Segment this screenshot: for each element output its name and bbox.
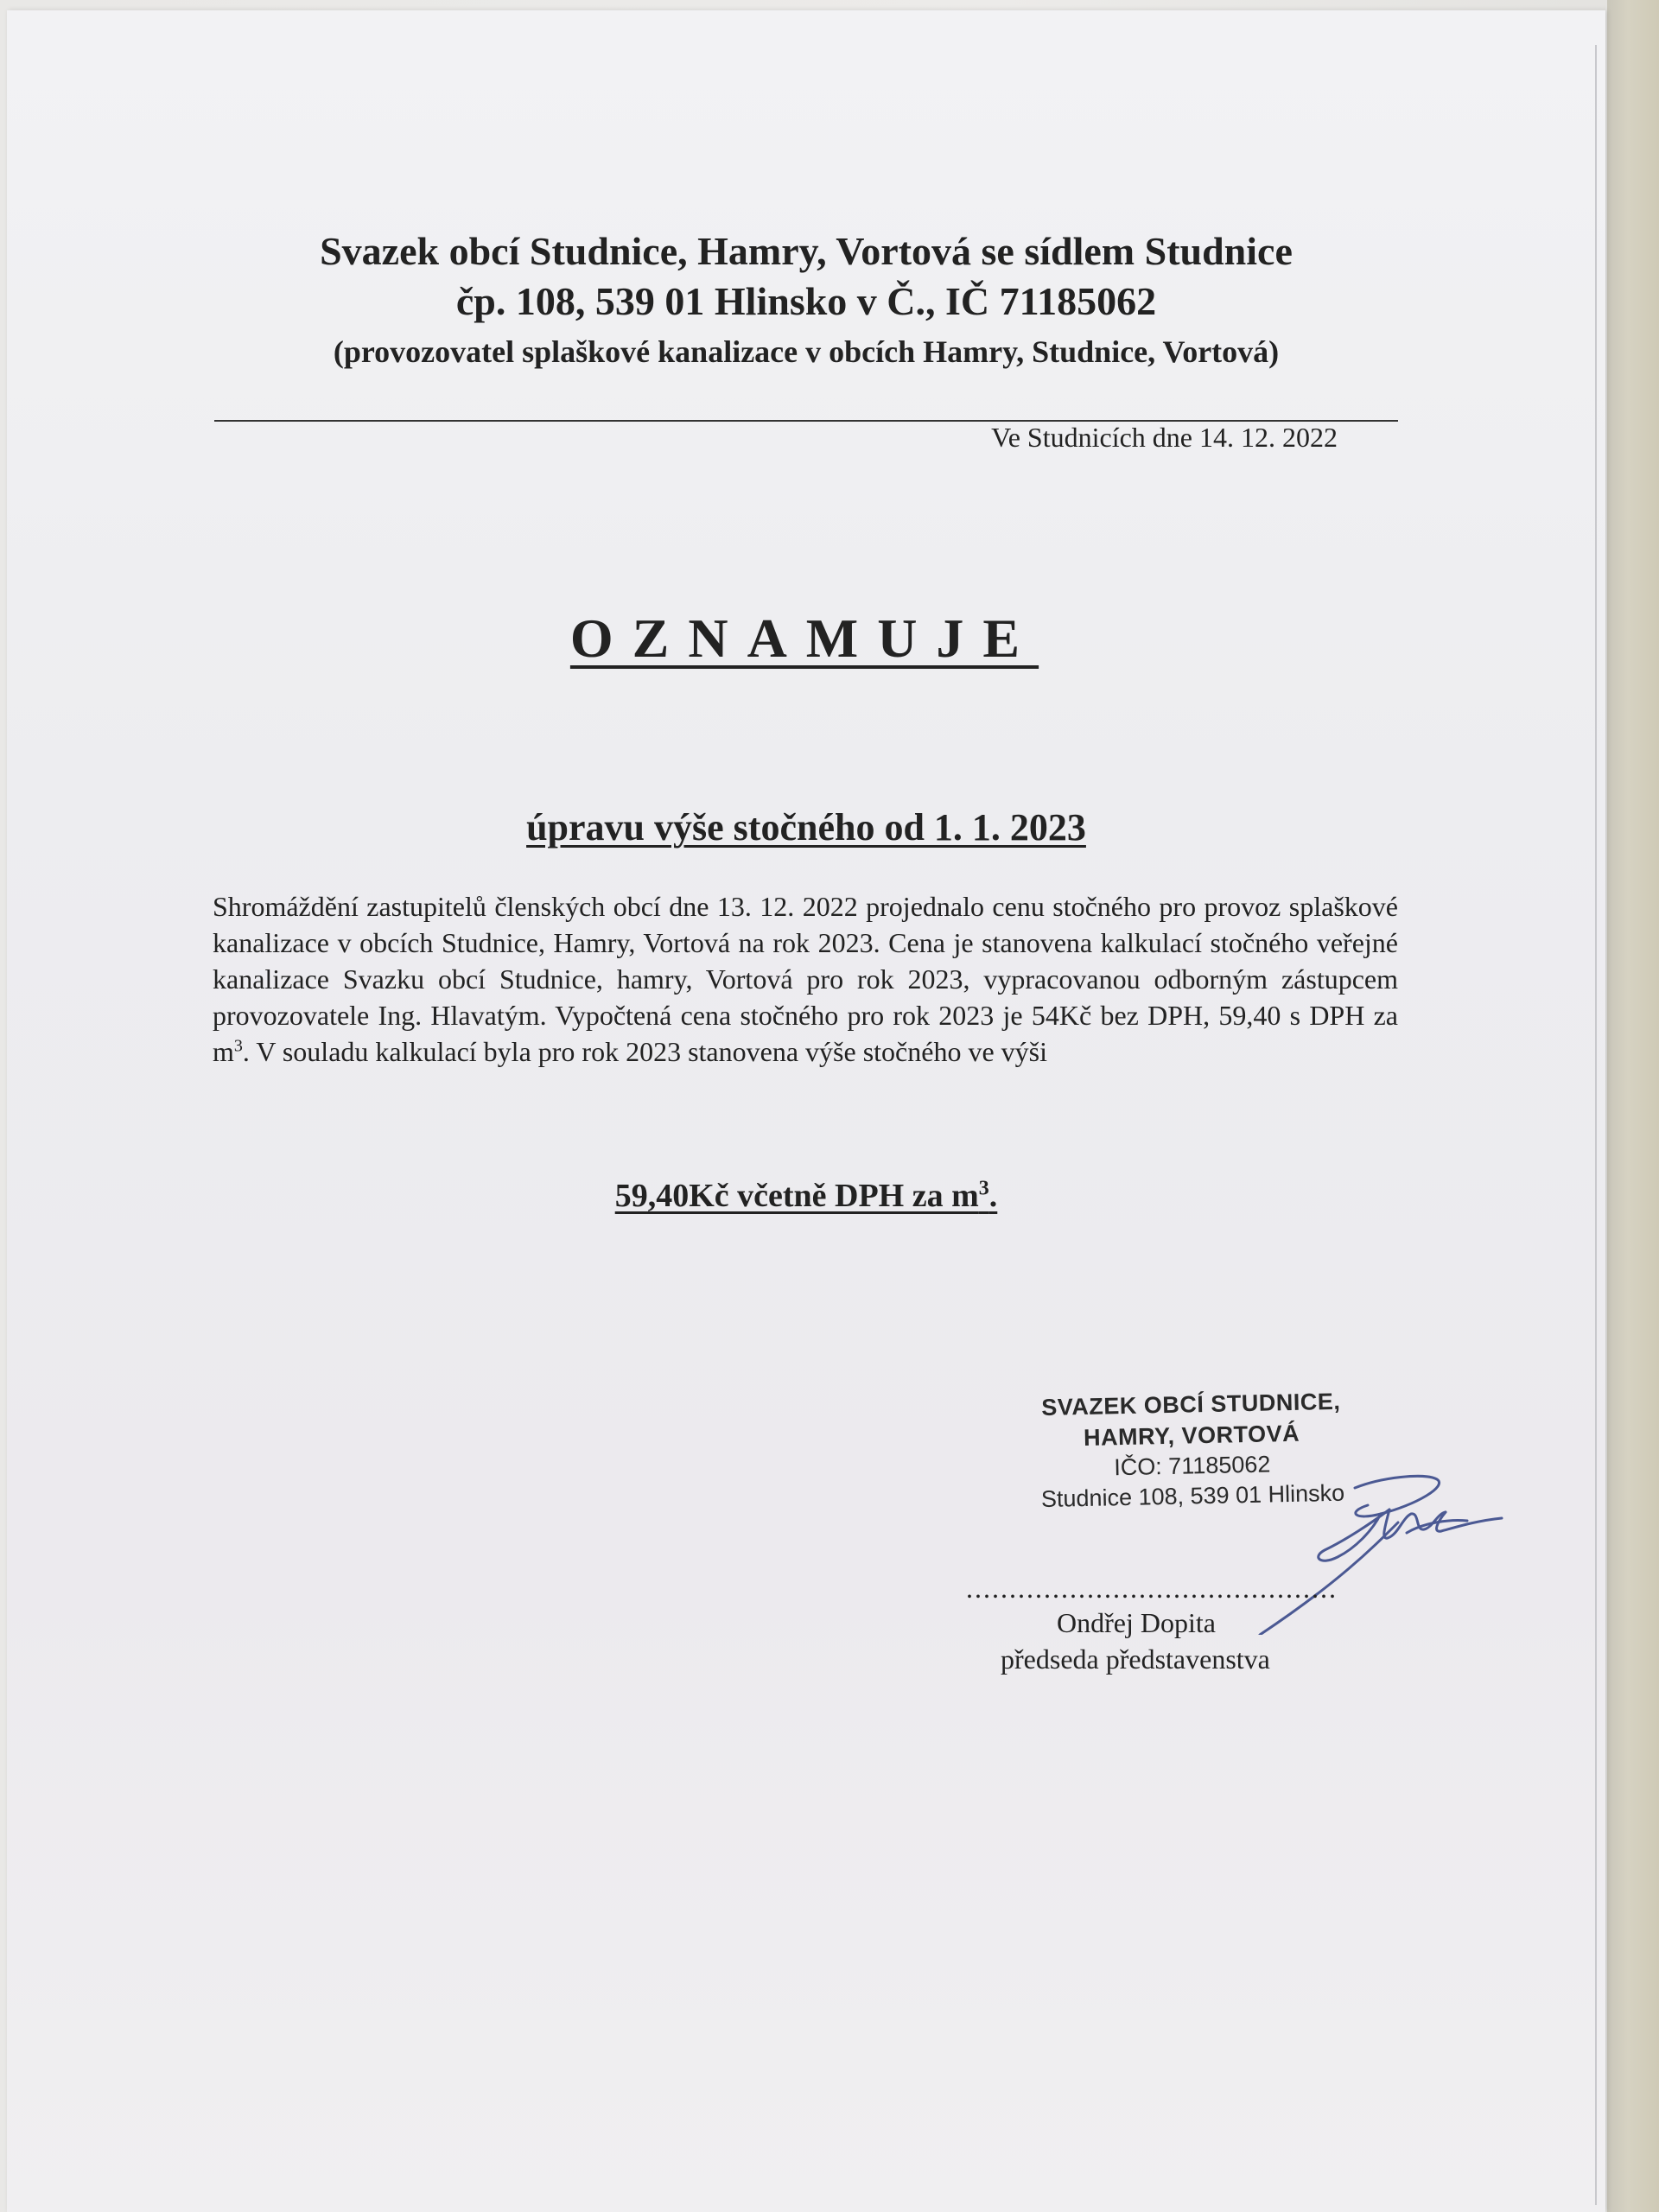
page-edge-line bbox=[1595, 45, 1597, 2205]
document-title bbox=[7, 607, 1605, 671]
signature-dotted-line: ........................................... bbox=[966, 1573, 1338, 1604]
document-subtitle: úpravu výše stočného od 1. 1. 2023 bbox=[526, 806, 1086, 849]
price-suffix: . bbox=[988, 1178, 998, 1214]
document-title-text: OZNAMUJE bbox=[569, 607, 1039, 669]
body-superscript: 3 bbox=[233, 1036, 243, 1056]
signer-name: Ondřej Dopita bbox=[1057, 1607, 1216, 1638]
letterhead-line-3: (provozovatel splaškové kanalizace v obcích Hamry, Studnice, Vortová) bbox=[333, 334, 1280, 369]
signer-role: předseda představenstva bbox=[1001, 1643, 1270, 1675]
body-paragraph bbox=[213, 888, 1398, 1070]
letterhead-line-1: Svazek obcí Studnice, Hamry, Vortová se sídlem Studnice bbox=[320, 229, 1293, 273]
desk-background bbox=[1607, 0, 1659, 2212]
body-text-part-2: . V souladu kalkulací byla pro rok 2023 stanovena výše stočného ve výši bbox=[242, 1036, 1047, 1067]
stamp-line-4: Studnice 108, 539 01 Hlinsko bbox=[1040, 1479, 1345, 1513]
stamp-line-2: HAMRY, VORTOVÁ bbox=[1083, 1420, 1300, 1451]
letterhead bbox=[206, 226, 1407, 373]
date-line: Ve Studnicích dne 14. 12. 2022 bbox=[991, 422, 1338, 453]
handwritten-signature bbox=[1251, 1471, 1510, 1635]
letterhead-line-2: čp. 108, 539 01 Hlinsko v Č., IČ 71185062 bbox=[455, 279, 1157, 323]
body-text-part-1: Shromáždění zastupitelů členských obcí dne 13. 12. 2022 projednalo cenu stočného pro provoz splaškové kanalizace v obcích Studnice, Hamry, Vortová na rok 2023. Cena je stanovena kalkulací stočného veřejné kanalizace Svazku obcí Studnice, hamry, Vortová pro rok 2023, vypracovanou odborným zástupcem provozovatele Ing. Hlavatým. Vypočtená cena stočného pro rok 2023 je 54Kč bez DPH, 59,40 s DPH za m bbox=[213, 891, 1398, 1067]
stamp-line-1: SVAZEK OBCÍ STUDNICE, bbox=[1041, 1388, 1341, 1421]
stamp-line-3: IČO: 71185062 bbox=[1113, 1451, 1271, 1481]
price-text: 59,40Kč včetně DPH za m bbox=[614, 1178, 979, 1214]
document-page bbox=[7, 10, 1605, 2212]
price-line bbox=[7, 1177, 1605, 1215]
price-superscript: 3 bbox=[978, 1177, 989, 1200]
